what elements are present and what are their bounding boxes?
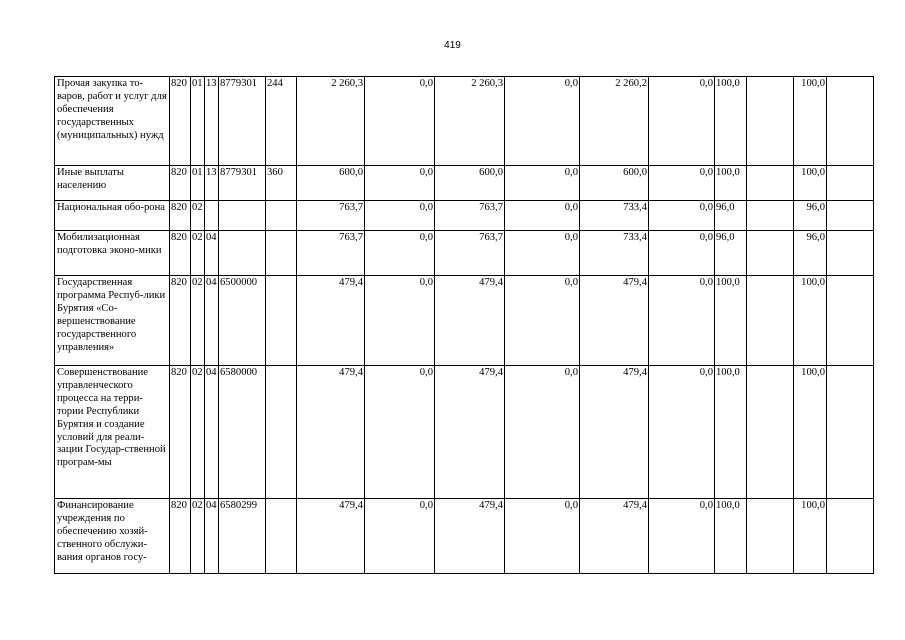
value-refined: 479,4	[435, 499, 505, 574]
value-refined-sub: 0,0	[505, 276, 580, 366]
value-refined-sub: 0,0	[505, 166, 580, 201]
value-actual: 733,4	[580, 231, 649, 276]
value-plan: 763,7	[297, 201, 365, 231]
percent-plan: 96,0	[715, 201, 747, 231]
code-vr	[266, 201, 297, 231]
value-actual-sub: 0,0	[649, 231, 715, 276]
value-plan: 479,4	[297, 276, 365, 366]
code-rz: 02	[191, 366, 205, 499]
value-plan-sub: 0,0	[365, 166, 435, 201]
code-pr: 13	[205, 77, 219, 166]
percent-plan-sub	[747, 366, 794, 499]
code-csr: 8779301	[219, 77, 266, 166]
code-vr	[266, 499, 297, 574]
code-csr	[219, 231, 266, 276]
code-rz: 02	[191, 276, 205, 366]
code-glav: 820	[170, 201, 191, 231]
value-plan: 2 260,3	[297, 77, 365, 166]
code-glav: 820	[170, 366, 191, 499]
value-plan-sub: 0,0	[365, 201, 435, 231]
code-glav: 820	[170, 166, 191, 201]
percent-plan-sub	[747, 231, 794, 276]
code-rz: 01	[191, 77, 205, 166]
value-actual-sub: 0,0	[649, 366, 715, 499]
percent-plan: 96,0	[715, 231, 747, 276]
value-refined: 763,7	[435, 201, 505, 231]
code-vr	[266, 276, 297, 366]
code-glav: 820	[170, 231, 191, 276]
percent-refined: 100,0	[794, 276, 827, 366]
value-actual: 733,4	[580, 201, 649, 231]
value-plan-sub: 0,0	[365, 77, 435, 166]
value-plan: 479,4	[297, 499, 365, 574]
percent-plan-sub	[747, 201, 794, 231]
row-name: Национальная обо-рона	[55, 201, 170, 231]
percent-refined: 100,0	[794, 366, 827, 499]
code-csr	[219, 201, 266, 231]
value-refined-sub: 0,0	[505, 231, 580, 276]
percent-refined-sub	[827, 201, 874, 231]
percent-refined: 100,0	[794, 166, 827, 201]
code-rz: 02	[191, 231, 205, 276]
value-actual-sub: 0,0	[649, 276, 715, 366]
value-actual: 479,4	[580, 276, 649, 366]
row-name: Прочая закупка то-варов, работ и услуг для обеспечения государственных (муниципальных) нужд	[55, 77, 170, 166]
code-vr: 360	[266, 166, 297, 201]
percent-refined-sub	[827, 276, 874, 366]
value-refined-sub: 0,0	[505, 77, 580, 166]
code-vr	[266, 231, 297, 276]
percent-plan-sub	[747, 276, 794, 366]
percent-refined: 96,0	[794, 231, 827, 276]
code-pr: 04	[205, 231, 219, 276]
percent-plan-sub	[747, 166, 794, 201]
table-row	[55, 166, 874, 201]
percent-refined-sub	[827, 499, 874, 574]
value-actual: 479,4	[580, 366, 649, 499]
row-name: Финансирование учреждения по обеспечению хозяй-ственного обслужи-вания органов госу-	[55, 499, 170, 574]
percent-plan: 100,0	[715, 499, 747, 574]
value-actual: 2 260,2	[580, 77, 649, 166]
percent-refined: 100,0	[794, 499, 827, 574]
code-glav: 820	[170, 499, 191, 574]
percent-refined: 96,0	[794, 201, 827, 231]
code-rz: 01	[191, 166, 205, 201]
table-row	[55, 276, 874, 366]
code-csr: 6580000	[219, 366, 266, 499]
code-csr: 6580299	[219, 499, 266, 574]
value-actual: 600,0	[580, 166, 649, 201]
code-csr: 8779301	[219, 166, 266, 201]
code-rz: 02	[191, 499, 205, 574]
value-refined: 479,4	[435, 276, 505, 366]
code-rz: 02	[191, 201, 205, 231]
table-row	[55, 77, 874, 166]
value-plan: 479,4	[297, 366, 365, 499]
code-glav: 820	[170, 276, 191, 366]
percent-plan: 100,0	[715, 366, 747, 499]
value-actual-sub: 0,0	[649, 77, 715, 166]
percent-refined-sub	[827, 231, 874, 276]
table-row	[55, 201, 874, 231]
row-name: Государственная программа Респуб-лики Бурятия «Со-вершенствование государственного управления»	[55, 276, 170, 366]
value-plan: 600,0	[297, 166, 365, 201]
page-number: 419	[444, 40, 461, 51]
row-name: Мобилизационная подготовка эконо-мики	[55, 231, 170, 276]
code-glav: 820	[170, 77, 191, 166]
code-pr: 13	[205, 166, 219, 201]
value-refined: 763,7	[435, 231, 505, 276]
percent-plan: 100,0	[715, 77, 747, 166]
value-plan-sub: 0,0	[365, 276, 435, 366]
percent-refined-sub	[827, 77, 874, 166]
value-refined: 479,4	[435, 366, 505, 499]
value-refined-sub: 0,0	[505, 366, 580, 499]
percent-refined: 100,0	[794, 77, 827, 166]
percent-plan: 100,0	[715, 166, 747, 201]
code-csr: 6500000	[219, 276, 266, 366]
value-refined-sub: 0,0	[505, 499, 580, 574]
table-row	[55, 231, 874, 276]
value-actual-sub: 0,0	[649, 166, 715, 201]
value-plan-sub: 0,0	[365, 231, 435, 276]
code-pr: 04	[205, 276, 219, 366]
value-actual-sub: 0,0	[649, 201, 715, 231]
value-refined: 600,0	[435, 166, 505, 201]
value-actual: 479,4	[580, 499, 649, 574]
percent-plan-sub	[747, 499, 794, 574]
code-pr	[205, 201, 219, 231]
value-plan-sub: 0,0	[365, 366, 435, 499]
percent-refined-sub	[827, 366, 874, 499]
percent-refined-sub	[827, 166, 874, 201]
code-pr: 04	[205, 366, 219, 499]
row-name: Совершенствование управленческого процесса на терри-тории Республики Бурятия и создание условий для реали-зации Государ-ственной програм-мы	[55, 366, 170, 499]
row-name: Иные выплаты населению	[55, 166, 170, 201]
value-refined: 2 260,3	[435, 77, 505, 166]
code-pr: 04	[205, 499, 219, 574]
budget-table	[54, 76, 874, 574]
table-row	[55, 499, 874, 574]
code-vr	[266, 366, 297, 499]
table-row	[55, 366, 874, 499]
value-plan: 763,7	[297, 231, 365, 276]
percent-plan-sub	[747, 77, 794, 166]
percent-plan: 100,0	[715, 276, 747, 366]
value-actual-sub: 0,0	[649, 499, 715, 574]
code-vr: 244	[266, 77, 297, 166]
value-refined-sub: 0,0	[505, 201, 580, 231]
value-plan-sub: 0,0	[365, 499, 435, 574]
